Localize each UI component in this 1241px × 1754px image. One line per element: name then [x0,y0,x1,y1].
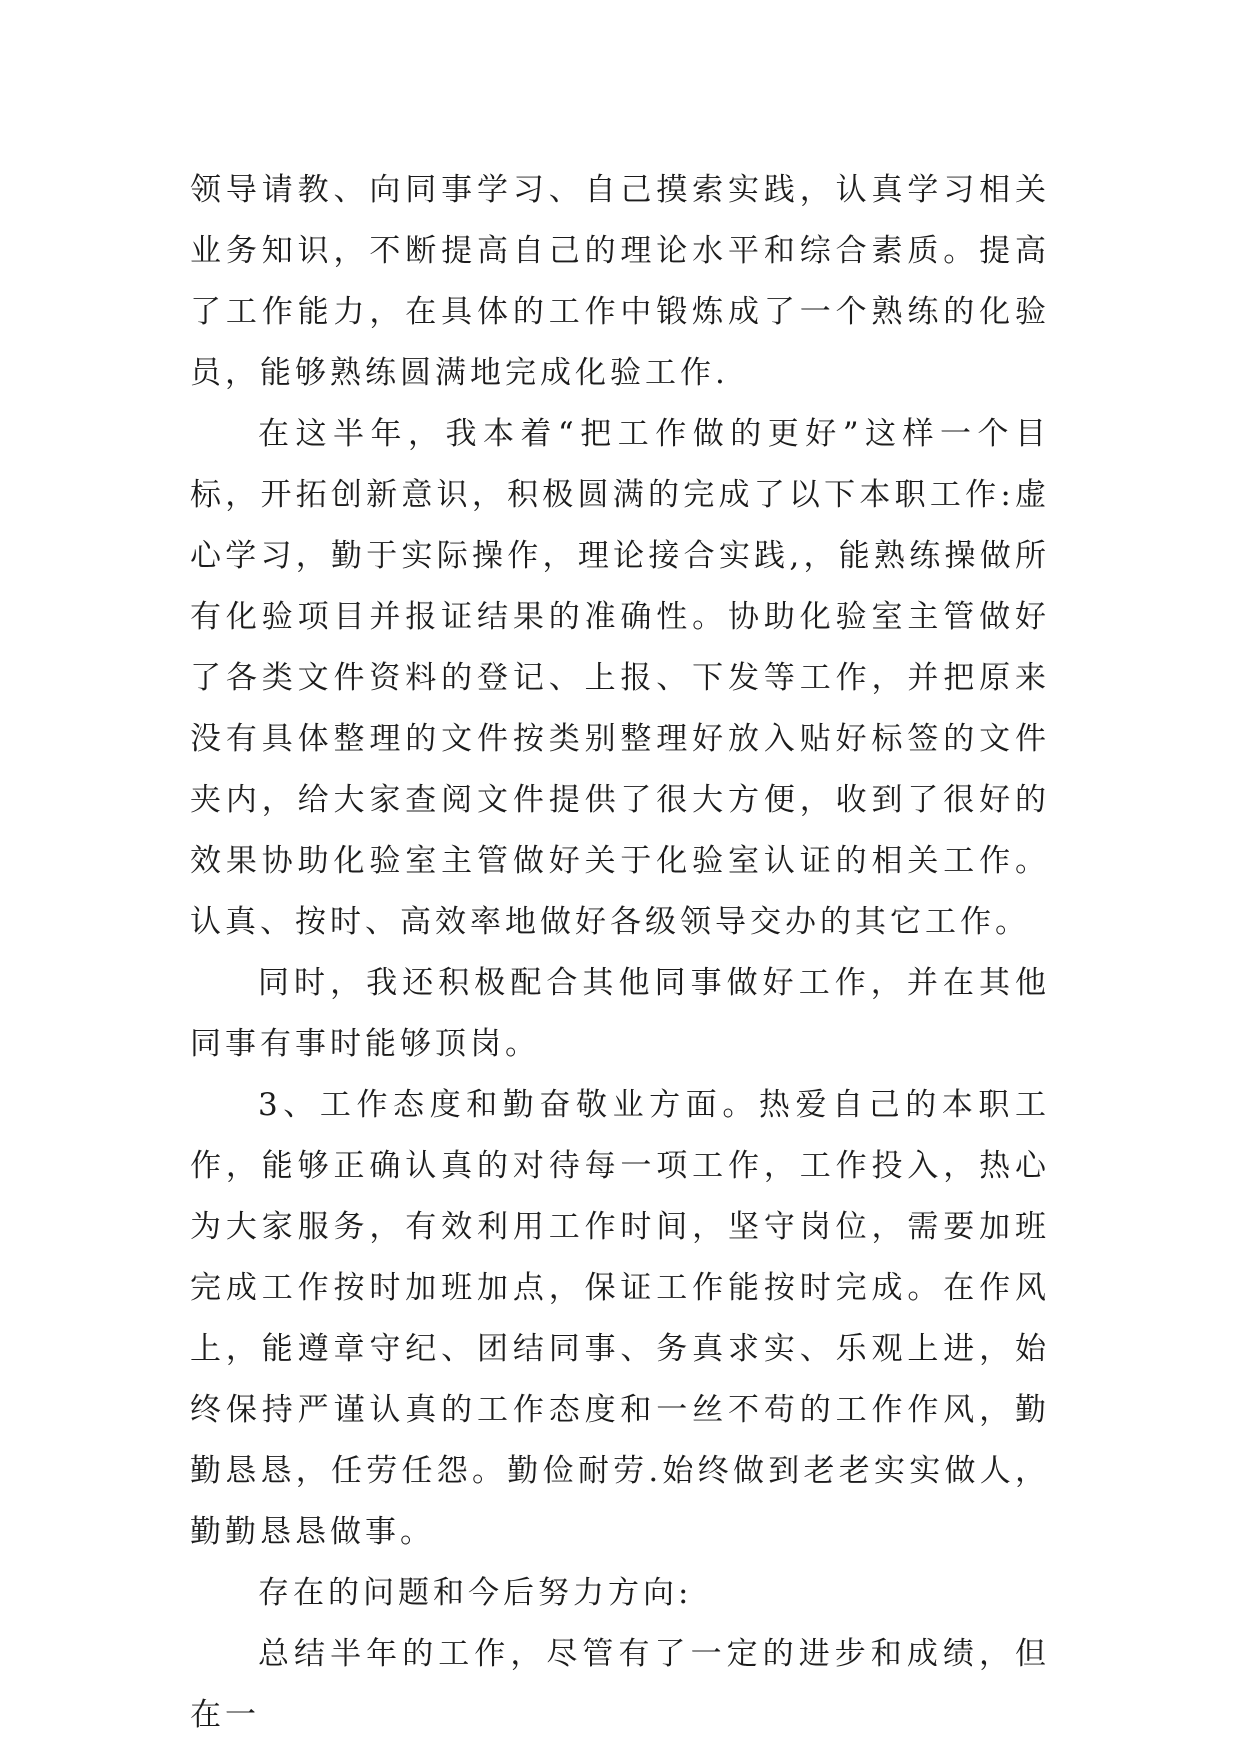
paragraph-6: 总结半年的工作，尽管有了一定的进步和成绩，但在一 [190,1636,1050,1733]
paragraph-2: 在这半年，我本着“把工作做的更好”这样一个目标，开拓创新意识，积极圆满的完成了以下本职工作:虚心学习，勤于实际操作，理论接合实践,，能熟练操做所有化验项目并报证结果的准确性。协助化验室主管做好了各类文件资料的登记、上报、下发等工作，并把原来没有具体整理的文件按类别整理好放入贴好标签的文件夹内，给大家查阅文件提供了很大方便，收到了很好的效果协助化验室主管做好关于化验室认证的相关工作。认真、按时、高效率地做好各级领导交办的其它工作。 [190,416,1050,940]
paragraph-4: 3、工作态度和勤奋敬业方面。热爱自己的本职工作，能够正确认真的对待每一项工作，工作投入，热心为大家服务，有效利用工作时间，坚守岗位，需要加班完成工作按时加班加点，保证工作能按时完成。在作风上，能遵章守纪、团结同事、务真求实、乐观上进，始终保持严谨认真的工作态度和一丝不苟的工作作风，勤勤恳恳，任劳任怨。勤俭耐劳.始终做到老老实实做人，勤勤恳恳做事。 [190,1087,1050,1550]
paragraph-3: 同时，我还积极配合其他同事做好工作，并在其他同事有事时能够顶岗。 [190,965,1050,1062]
paragraph-5: 存在的问题和今后努力方向: [258,1575,693,1611]
paragraph-1: 领导请教、向同事学习、自己摸索实践，认真学习相关业务知识，不断提高自己的理论水平和综合素质。提高了工作能力，在具体的工作中锻炼成了一个熟练的化验员，能够熟练圆满地完成化验工作. [190,172,1050,391]
document-body [190,160,1050,1746]
